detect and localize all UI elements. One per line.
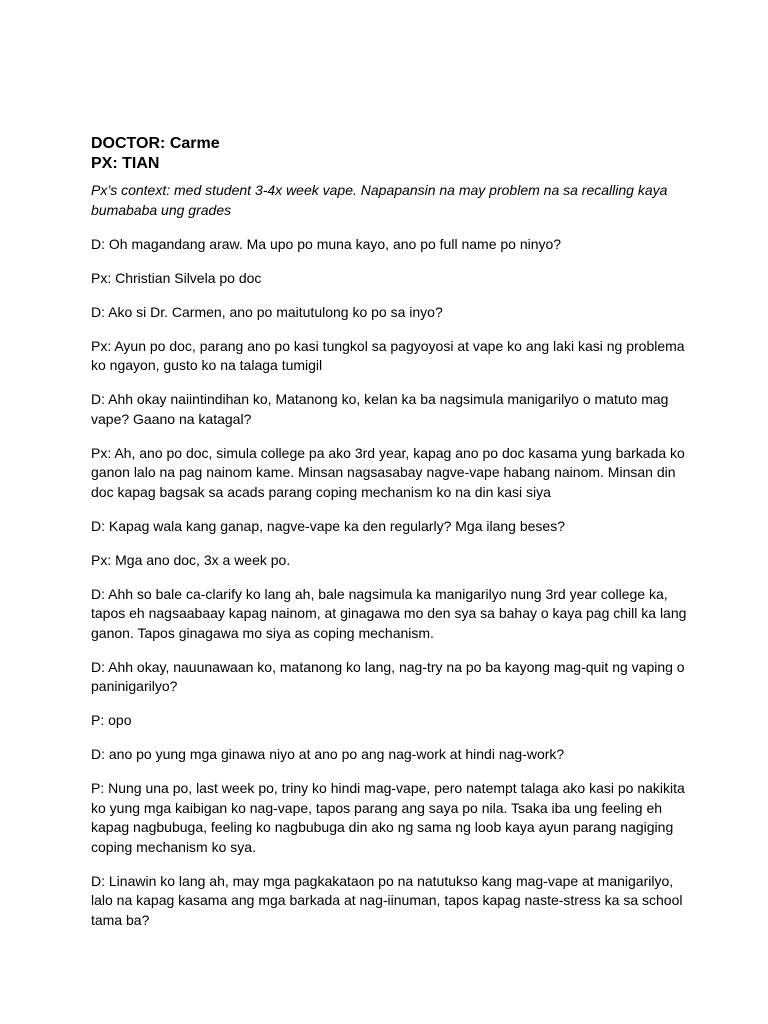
dialogue-line: D: ano po yung mga ginawa niyo at ano po ang nag-work at hindi nag-work?: [91, 746, 565, 762]
dialogue-line: D: Ahh okay naiintindihan ko, Matanong ko, kelan ka ba nagsimula manigarilyo o matuto mag vape? Gaano na katagal?: [91, 391, 669, 427]
dialogue-line: D: Ahh so bale ca-clarify ko lang ah, bale nagsimula ka manigarilyo nung 3rd year college ka, tapos eh nagsaabaay kapag nainom, at ginagawa mo den sya sa bahay o kaya pag chill ka lang ganon. Tapos ginagawa mo siya as coping mechanism.: [91, 585, 687, 641]
dialogue-line: Px: Ayun po doc, parang ano po kasi tungkol sa pagyoyosi at vape ko ang laki kasi ng problema ko ngayon, gusto ko na talaga tumigil: [91, 337, 685, 373]
dialogue-line: D: Oh magandang araw. Ma upo po muna kayo, ano po full name po ninyo?: [91, 235, 562, 252]
patient-context: Px’s context: med student 3-4x week vape. Napapansin na may problem na sa recalling kaya bumababa ung grades: [91, 182, 668, 218]
dialogue-line: P: opo: [91, 712, 132, 728]
dialogue-line: P: Nung una po, last week po, triny ko hindi mag-vape, pero natempt talaga ako kasi po nakikita ko yung mga kaibigan ko nag-vape, tapos parang ang saya po nila. Tsaka iba ung feeling eh kapag nagbubuga, feeling ko nagbubuga din ako ng sama ng loob kaya ayun parang nagiging coping mechanism ko sya.: [91, 780, 685, 855]
dialogue-line: D: Ako si Dr. Carmen, ano po maitutulong ko po sa inyo?: [91, 303, 443, 320]
dialogue-line: Px: Ah, ano po doc, simula college pa ako 3rd year, kapag ano po doc kasama yung barkada ko ganon lalo na pag nainom kame. Minsan nagsasabay nagve-vape habang nainom. Minsan din doc kapag bagsak sa acads parang coping mechanism ko na din kasi siya: [91, 444, 685, 500]
dialogue-line: D: Kapag wala kang ganap, nagve-vape ka den regularly? Mga ilang beses?: [91, 517, 565, 534]
dialogue-line: D: Ahh okay, nauunawaan ko, matanong ko lang, nag-try na po ba kayong mag-quit ng vaping o paninigarilyo?: [91, 658, 685, 694]
document-page: [91, 134, 691, 930]
dialogue-line: Px: Christian Silvela po doc: [91, 269, 262, 286]
dialogue-line: Px: Mga ano doc, 3x a week po.: [91, 551, 291, 568]
dialogue-line: D: Linawin ko lang ah, may mga pagkakataon po na natutukso kang mag-vape at manigarilyo, lalo na kapag kasama ang mga barkada at nag-iinuman, tapos kapag naste-stress ka sa school tama ba?: [91, 872, 683, 928]
doctor-heading: DOCTOR: Carme: [91, 135, 220, 152]
dialogue-transcript: [91, 235, 691, 931]
patient-heading: PX: TIAN: [91, 155, 160, 172]
